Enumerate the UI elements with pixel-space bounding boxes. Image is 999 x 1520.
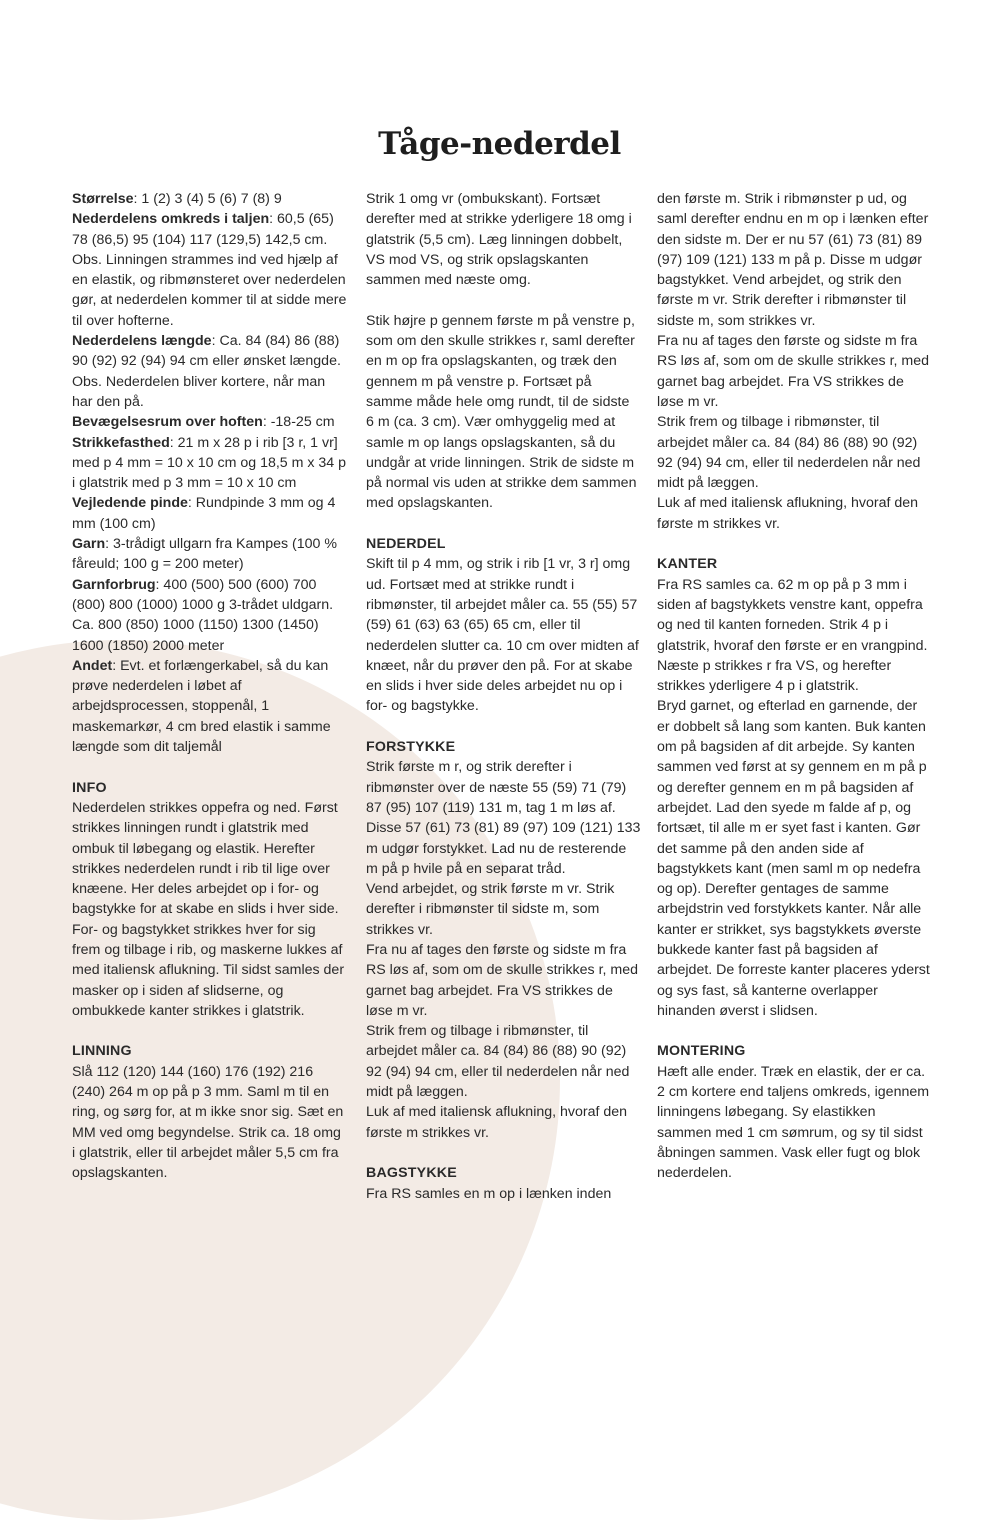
- forstykke-text: Fra nu af tages den første og sidste m fra RS løs af, som om de skulle strikkes r, med garnet bag arbejdet. Fra VS strikkes de løse m vr.: [366, 941, 639, 1019]
- info-heading: INFO: [72, 779, 107, 796]
- page-title: Tåge-nederdel: [378, 126, 621, 162]
- kanter-text: Fra RS samles ca. 62 m op på p 3 mm i siden af bagstykkets venstre kant, oppefra og ned til kanten forneden. Strik 4 p i glatstrik, hvoraf den første er en vrangpind. Næste p strikkes r fra VS, og herefter strikkes yderligere 4 p i glatstrik.: [657, 576, 928, 695]
- column-2: [366, 189, 641, 1204]
- spec-length: Nederdelens længde: Ca. 84 (84) 86 (88) 90 (92) 92 (94) 94 cm eller ønsket længde. Obs. Nederdelen bliver kortere, når man har den på.: [72, 333, 341, 410]
- kanter-heading: KANTER: [657, 556, 718, 573]
- spec-waist: Nederdelens omkreds i taljen: 60,5 (65) 78 (86,5) 95 (104) 117 (129,5) 142,5 cm. Obs. Linningen strammes ind ved hjælp af en elastik, og ribmønsteret over nederdelen gør, at nederdelen kommer til at sidde mere til over hofterne.: [72, 211, 347, 329]
- forstykke-text: Luk af med italiensk aflukning, hvoraf den første m strikkes vr.: [366, 1104, 628, 1141]
- linning-heading: LINNING: [72, 1043, 132, 1060]
- bagstykke-text: Strik frem og tilbage i ribmønster, til arbejdet måler ca. 84 (84) 86 (88) 90 (92) 92 (94) 94 cm, eller til nederdelen når ned midt på læggen.: [657, 414, 921, 492]
- kanter-text: Bryd garnet, og efterlad en garnende, der er dobbelt så lang som kanten. Buk kanten om på bagsiden af dit arbejde. Sy kanten sammen ved først at sy gennem en m på p og derefter gennem en m på bagsiden af arbejdet. Lad den syede m falde af p, og fortsæt, til alle m er syet fast i kanten. Gør det samme på den anden side af bagstykkets kant (men saml m op nedefra og op). Derefter gentages de samme arbejdstrin ved forstykkets kanter. Når alle kanter er strikket, sys bagstykkets øverste bukkede kanter fast på bagsiden af arbejdet. De forreste kanter placeres yderst og sys fast, så kanterne overlapper hinanden øverst i slidsen.: [657, 698, 930, 1019]
- nederdel-text: Skift til p 4 mm, og strik i rib [1 vr, 3 r] omg ud. Fortsæt med at strikke rundt i ribmønster, til arbejdet måler ca. 55 (55) 57 (59) 61 (63) 63 (65) 65 cm, eller til nederdelen slutter ca. 10 cm over midten af knæet, når du prøver den på. For at skabe en slids i hver side deles arbejdet nu op i for- og bagstykke.: [366, 556, 639, 715]
- montering-text: Hæft alle ender. Træk en elastik, der er ca. 2 cm kortere end taljens omkreds, igennem linningens løbegang. Sy elastikken sammen med 1 cm sømrum, og sy til sidst åbningen sammen. Vask eller fugt og blok nederdelen.: [657, 1063, 930, 1182]
- bagstykke-heading: BAGSTYKKE: [366, 1165, 457, 1182]
- spec-other: Andet: Evt. et forlængerkabel, så du kan prøve nederdelen i løbet af arbejdsprocessen, stoppenål, 1 maskemarkør, 4 cm bred elastik i samme længde som dit taljemål: [72, 657, 331, 756]
- forstykke-text: Vend arbejdet, og strik første m vr. Strik derefter i ribmønster til sidste m, som strikkes vr.: [366, 881, 615, 938]
- bagstykke-text: Fra nu af tages den første og sidste m fra RS løs af, som om de skulle strikkes r, med garnet bag arbejdet. Fra VS strikkes de løse m vr.: [657, 333, 930, 410]
- forstykke-heading: FORSTYKKE: [366, 739, 456, 756]
- column-1: [72, 189, 347, 1184]
- bagstykke-continued: den første m. Strik i ribmønster p ud, og saml derefter endnu en m op i lænken efter den sidste m. Der er nu 57 (61) 73 (81) 89 (97) 109 (121) 133 m på p. Disse m udgør bagstykket. Vend arbejdet, og strik den første m vr. Strik derefter i ribmønster til sidste m, som strikkes vr.: [657, 191, 929, 329]
- spec-size: Størrelse: 1 (2) 3 (4) 5 (6) 7 (8) 9: [72, 191, 282, 207]
- info-text: Nederdelen strikkes oppefra og ned. Først strikkes linningen rundt i glatstrik med ombuk til løbegang og elastik. Herefter strikkes nederdelen rundt i rib til lige over knæene. Her deles arbejdet op i for- og bagstykke for at skabe en slids i hver side. For- og bagstykket strikkes hver for sig frem og tilbage i rib, og maskerne lukkes af med italiensk aflukning. Til sidst samles der masker op i siden af slidserne, og ombukkede kanter strikkes i glatstrik.: [72, 799, 345, 1019]
- forstykke-text: Strik frem og tilbage i ribmønster, til arbejdet måler ca. 84 (84) 86 (88) 90 (92) 92 (94) 94 cm, eller til nederdelen når ned midt på læggen.: [366, 1023, 630, 1101]
- spec-gauge: Strikkefasthed: 21 m x 28 p i rib [3 r, 1 vr] med p 4 mm = 10 x 10 cm og 18,5 m x 34 p i glatstrik med p 3 mm = 10 x 10 cm: [72, 434, 347, 492]
- column-3: [657, 189, 932, 1184]
- linning-text: Slå 112 (120) 144 (160) 176 (192) 216 (240) 264 m op på p 3 mm. Saml m til en ring, og sørg for, at m ikke snor sig. Sæt en MM ved omg begyndelse. Strik ca. 18 omg i glatstrik, eller til arbejdet måler 5,5 cm fra opslagskanten.: [72, 1063, 344, 1182]
- linning-join-text: Stik højre p gennem første m på venstre p, som om den skulle strikkes r, saml derefter en m op fra opslagskanten, og træk den gennem m på venstre p. Fortsæt på samme måde hele omg rundt, til de sidste 6 m (ca. 3 cm). Vær omhyggelig med at samle m op langs opslagskanten, så du undgår at vride linningen. Strik de sidste m på normal vis uden at strikke dem sammen med opslagskanten.: [366, 312, 637, 512]
- spec-ease: Bevægelsesrum over hoften: -18-25 cm: [72, 414, 335, 431]
- forstykke-text: Strik første m r, og strik derefter i ribmønster over de næste 55 (59) 71 (79) 87 (95) 107 (119) 131 m, tag 1 m løs af. Disse 57 (61) 73 (81) 89 (97) 109 (121) 133 m udgør forstykket. Lad nu de resterende m på p hvile på en separat tråd.: [366, 759, 641, 877]
- nederdel-heading: NEDERDEL: [366, 536, 446, 553]
- linning-continued: Strik 1 omg vr (ombukskant). Fortsæt derefter med at strikke yderligere 18 omg i glatstrik (5,5 cm). Læg linningen dobbelt, VS mod VS, og strik opslagskanten sammen med næste omg.: [366, 191, 632, 289]
- spec-yarn-amount: Garnforbrug: 400 (500) 500 (600) 700 (800) 800 (1000) 1000 g 3-trådet uldgarn. Ca. 800 (850) 1000 (1150) 1300 (1450) 1600 (1850) 2000 meter: [72, 576, 334, 654]
- bagstykke-text: Luk af med italiensk aflukning, hvoraf den første m strikkes vr.: [657, 495, 919, 532]
- spec-needles: Vejledende pinde: Rundpinde 3 mm og 4 mm (100 cm): [72, 495, 336, 532]
- montering-heading: MONTERING: [657, 1043, 746, 1060]
- spec-yarn: Garn: 3-trådigt ullgarn fra Kampes (100 % fåreuld; 100 g = 200 meter): [72, 536, 337, 573]
- bagstykke-text: Fra RS samles en m op i lænken inden: [366, 1185, 612, 1202]
